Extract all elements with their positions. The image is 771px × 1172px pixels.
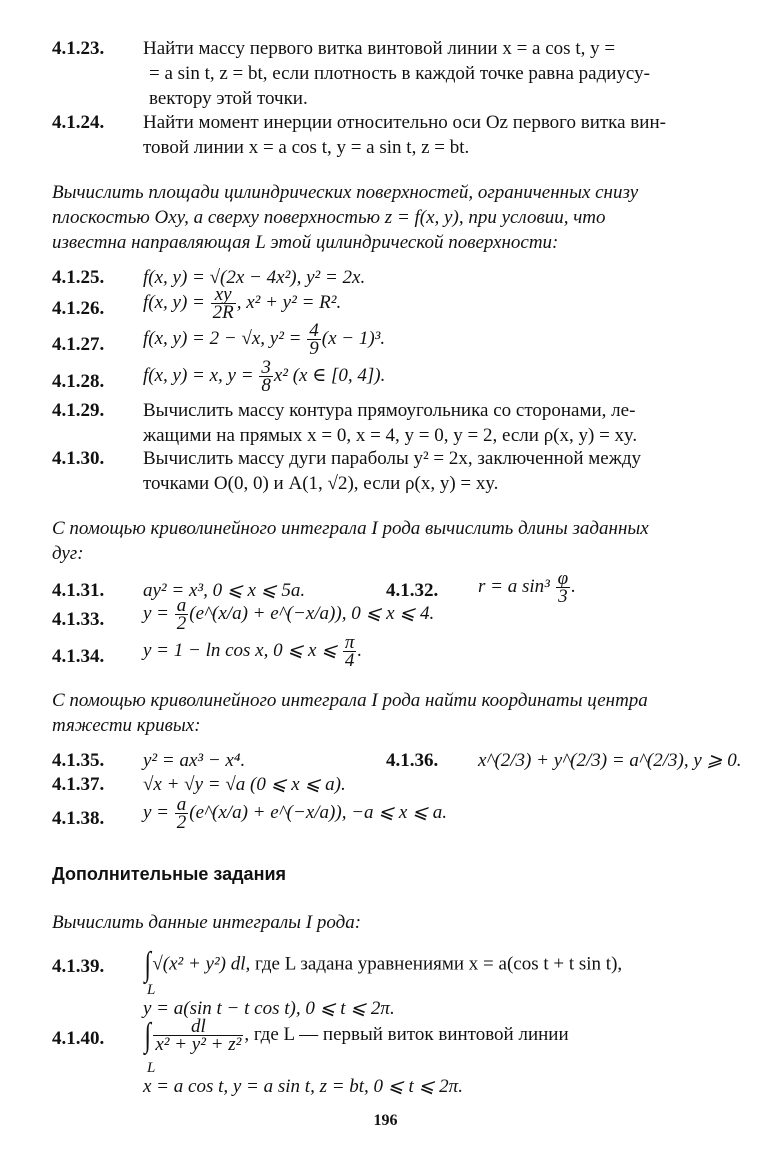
problem-number-4-1-32: 4.1.32.: [386, 580, 439, 601]
fraction: $\frac{\pi}{4}$: [344, 632, 355, 671]
problem-text: Найти массу первого витка винтовой линии x = a cos t, y =: [143, 38, 616, 59]
problem-formula: f(x, y) = x, y = $\frac{3}{8}$ x² (x ∈ [0, 4]).: [143, 357, 386, 396]
fraction: $\frac{\varphi}{3}$: [557, 568, 569, 607]
problem-number: 4.1.23.: [52, 38, 105, 59]
section-intro-centroid: С помощью криволинейного интеграла I рода найти координаты центра тяжести кривых:: [52, 690, 648, 736]
problem-formula: ay² = x³, 0 ⩽ x ⩽ 5a.: [143, 580, 306, 601]
fraction: $\frac{4}{9}$: [309, 320, 319, 359]
section-intro-arclength: С помощью криволинейного интеграла I рода вычислить длины заданных дуг:: [52, 518, 649, 564]
integral-sign: ∫: [144, 946, 151, 983]
problem-4-1-36-formula: x^(2/3) + y^(2/3) = a^(2/3), y ⩾ 0.: [478, 750, 742, 771]
problem-formula: y = $\frac{a}{2}$ (e^(x/a) + e^(−x/a)), 0 ⩽ x ⩽ 4.: [143, 595, 435, 634]
problem-text: товой линии x = a cos t, y = a sin t, z = bt.: [143, 137, 470, 158]
fraction: $\frac{a}{2}$: [176, 794, 187, 833]
page-number: 196: [373, 1112, 398, 1129]
integral-subscript: L: [147, 1060, 156, 1076]
problem-text: вектору этой точки.: [149, 88, 308, 109]
problem-formula: f(x, y) = √(2x − 4x²), y² = 2x.: [143, 267, 366, 288]
section-intro-cylinder: Вычислить площади цилиндрических поверхностей, ограниченных снизу плоскостью Oxy, а сверху поверхностью z = f(x, y), при условии, что известна направляющая L этой цилиндрической поверхности:: [52, 182, 639, 253]
problem-text: Найти момент инерции относительно оси Oz первого витка вин-: [143, 112, 666, 133]
fraction: $\frac{a}{2}$: [176, 595, 187, 634]
problem-number-4-1-36: 4.1.36.: [386, 750, 439, 771]
problem-formula: y² = ax³ − x⁴.: [143, 750, 246, 771]
problem-formula: f(x, y) = 2 − √x, y² = $\frac{4}{9}$ (x − 1)³.: [143, 320, 386, 359]
problem-formula: y = $\frac{a}{2}$ (e^(x/a) + e^(−x/a)), −a ⩽ x ⩽ a.: [143, 794, 448, 833]
section-intro-integrals: Вычислить данные интегралы I рода:: [52, 912, 362, 933]
fraction: $\frac{dl}{\text{x² + y² + z²}}$: [155, 1016, 242, 1055]
problem-4-1-32-formula: r = a sin³ $\frac{\varphi}{3}$ .: [478, 568, 576, 607]
problem-formula: y = 1 − ln cos x, 0 ⩽ x ⩽ $\frac{\pi}{4}$ .: [143, 632, 363, 671]
textbook-page: 4.1.23. Найти массу первого витка винтовой линии x = a cos t, y = = a sin t, z = bt, если плотность в каждой точке равна радиусу- вектору этой точки. 4.1.24. Найти момент инерции относительно оси Oz первого витка вин- товой линии x = a cos t, y = a sin t, z = bt. Вычислить площади цилиндрических поверхностей, ограниченных снизу плоскостью Oxy, а сверху поверхностью z = f(x, y), при условии, что известна направляющая L этой цилиндрической поверхности: 4.1.25. f(x, y) = √(2x − 4x²), y² = 2x. 4.1.26. f(x, y) = $\frac{xy}{2R}$ , x² + y² = R². 4.1.27. f(x, y) = 2 − √x, y² = $\frac{4}{9}$ (x − 1)³. 4.1.28. f(x, y) = x, y = $\frac{3}{8}$ x² (x ∈ [0, 4]). 4.1.29. Вычислить массу контура прямоугольника со сторонами, ле- жащими на прямых x = 0, x = 4, y = 0, y = 2, если ρ(x, y) = xy. 4.1.30. Вычислить массу дуги параболы y² = 2x, заключенной между точками O(0, 0) и A(1, √2), если ρ(x, y) = xy. С помощью криволинейного интеграла I рода вычислить длины заданных дуг: 4.1.31. ay² = x³, 0 ⩽ x ⩽ 5a. 4.1.32. r = a sin³ $\frac{\varphi}{3}$ . 4.1.33. y = $\frac{a}{2}$ (e^(x/a) + e^(−x/a)), 0 ⩽ x ⩽ 4. 4.1.34. y = 1 − ln cos x, 0 ⩽ x ⩽ $\frac{\pi}{4}$ . С помощью криволинейного интеграла I рода найти координаты центра тяжести кривых: 4.1.35. y² = ax³ − x⁴. 4.1.36. x^(2/3) + y^(2/3) = a^(2/3), y ⩾ 0. 4.1.37. √x + √y = √a (0 ⩽ x ⩽ a). 4.1.38. y = $\frac{a}{2}$ (e^(x/a) + e^(−x/a)), −a ⩽ x ⩽ a. Дополнительные задания Вычислить данные интегралы I рода: 4.1.39. ∫√(x² + y²) dl, где L задана уравнениями x = a(cos t + t sin t), L y = a(sin t − t cos t), 0 ⩽ t ⩽ 2π. 4.1.40. ∫ $\frac{dl}{\text{x² + y² + z²}}$ , где L — первый виток винтовой линии L x = a cos t, y = a sin t, z = bt, 0 ⩽ t ⩽ 2π. 196: [0, 0, 771, 1172]
problem-text: = a sin t, z = bt, если плотность в каждой точке равна радиусу-: [149, 63, 650, 84]
problem-formula: f(x, y) = $\frac{xy}{2R}$ , x² + y² = R².: [143, 284, 342, 323]
problem-number: 4.1.24.: [52, 112, 105, 133]
integral-sign: ∫: [144, 1016, 151, 1054]
fraction: $\frac{xy}{2R}$: [212, 284, 234, 323]
section-heading: Дополнительные задания: [52, 864, 287, 884]
integral-subscript: L: [147, 982, 156, 998]
problem-formula: √x + √y = √a (0 ⩽ x ⩽ a).: [143, 774, 346, 795]
fraction: $\frac{3}{8}$: [261, 357, 271, 396]
